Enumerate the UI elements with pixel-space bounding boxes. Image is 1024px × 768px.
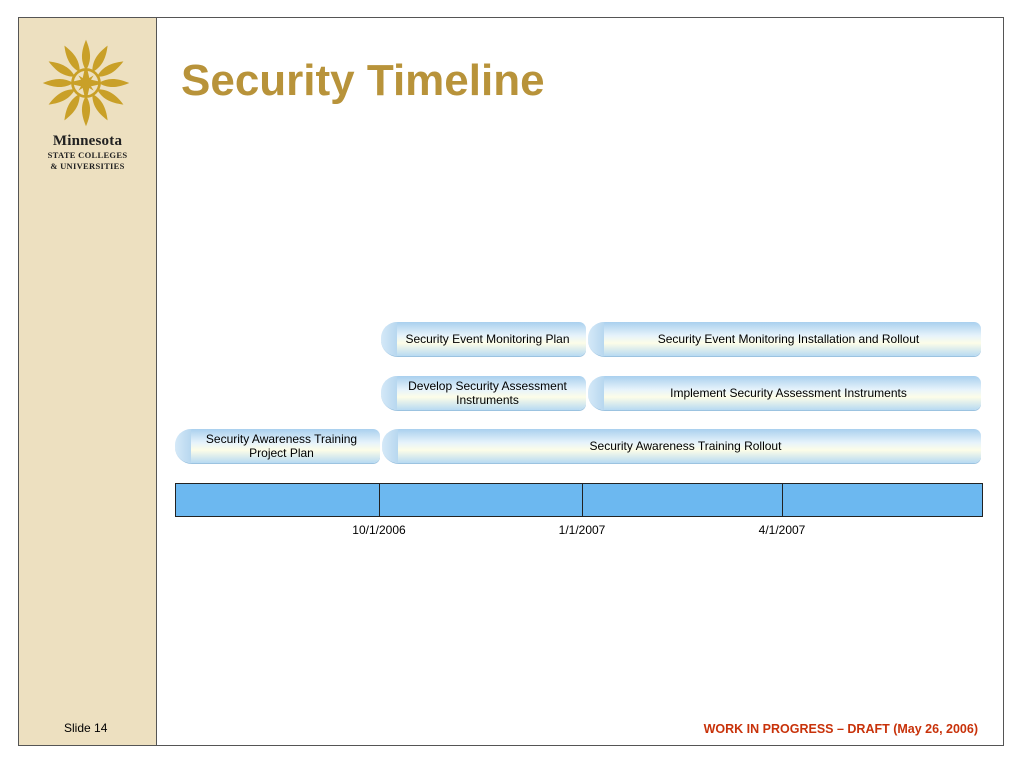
axis-tick-label: 4/1/2007 xyxy=(758,523,806,537)
axis-divider xyxy=(582,484,583,516)
org-line3: & UNIVERSITIES xyxy=(50,161,125,171)
task-bar xyxy=(382,429,981,463)
task-bar xyxy=(175,429,380,463)
axis-tick-label: 1/1/2007 xyxy=(558,523,606,537)
task-label: Develop Security Assessment Instruments xyxy=(408,379,567,407)
task-bar xyxy=(588,322,981,356)
org-line2: STATE COLLEGES xyxy=(47,150,128,160)
axis-divider xyxy=(379,484,380,516)
task-bar xyxy=(588,376,981,410)
task-label: Security Event Monitoring Plan xyxy=(405,332,570,346)
axis-divider xyxy=(782,484,783,516)
slide-title: Security Timeline xyxy=(181,56,545,105)
slide xyxy=(18,17,1004,746)
task-bar xyxy=(381,322,586,356)
task-label: Security Awareness Training Rollout xyxy=(589,439,782,453)
slide-number: Slide 14 xyxy=(64,721,108,735)
task-label: Security Event Monitoring Installation and Rollout xyxy=(657,332,920,346)
sidebar xyxy=(19,18,157,745)
organization-name xyxy=(19,133,156,172)
star-logo-icon xyxy=(41,38,131,128)
task-label: Security Awareness Training Project Plan xyxy=(205,432,358,460)
timeline-axis xyxy=(175,483,983,517)
org-line1: Minnesota xyxy=(52,133,123,149)
draft-footer: WORK IN PROGRESS – DRAFT (May 26, 2006) xyxy=(703,722,978,736)
task-label: Implement Security Assessment Instruments xyxy=(670,386,907,400)
axis-tick-label: 10/1/2006 xyxy=(352,523,406,537)
task-bar xyxy=(381,376,586,410)
